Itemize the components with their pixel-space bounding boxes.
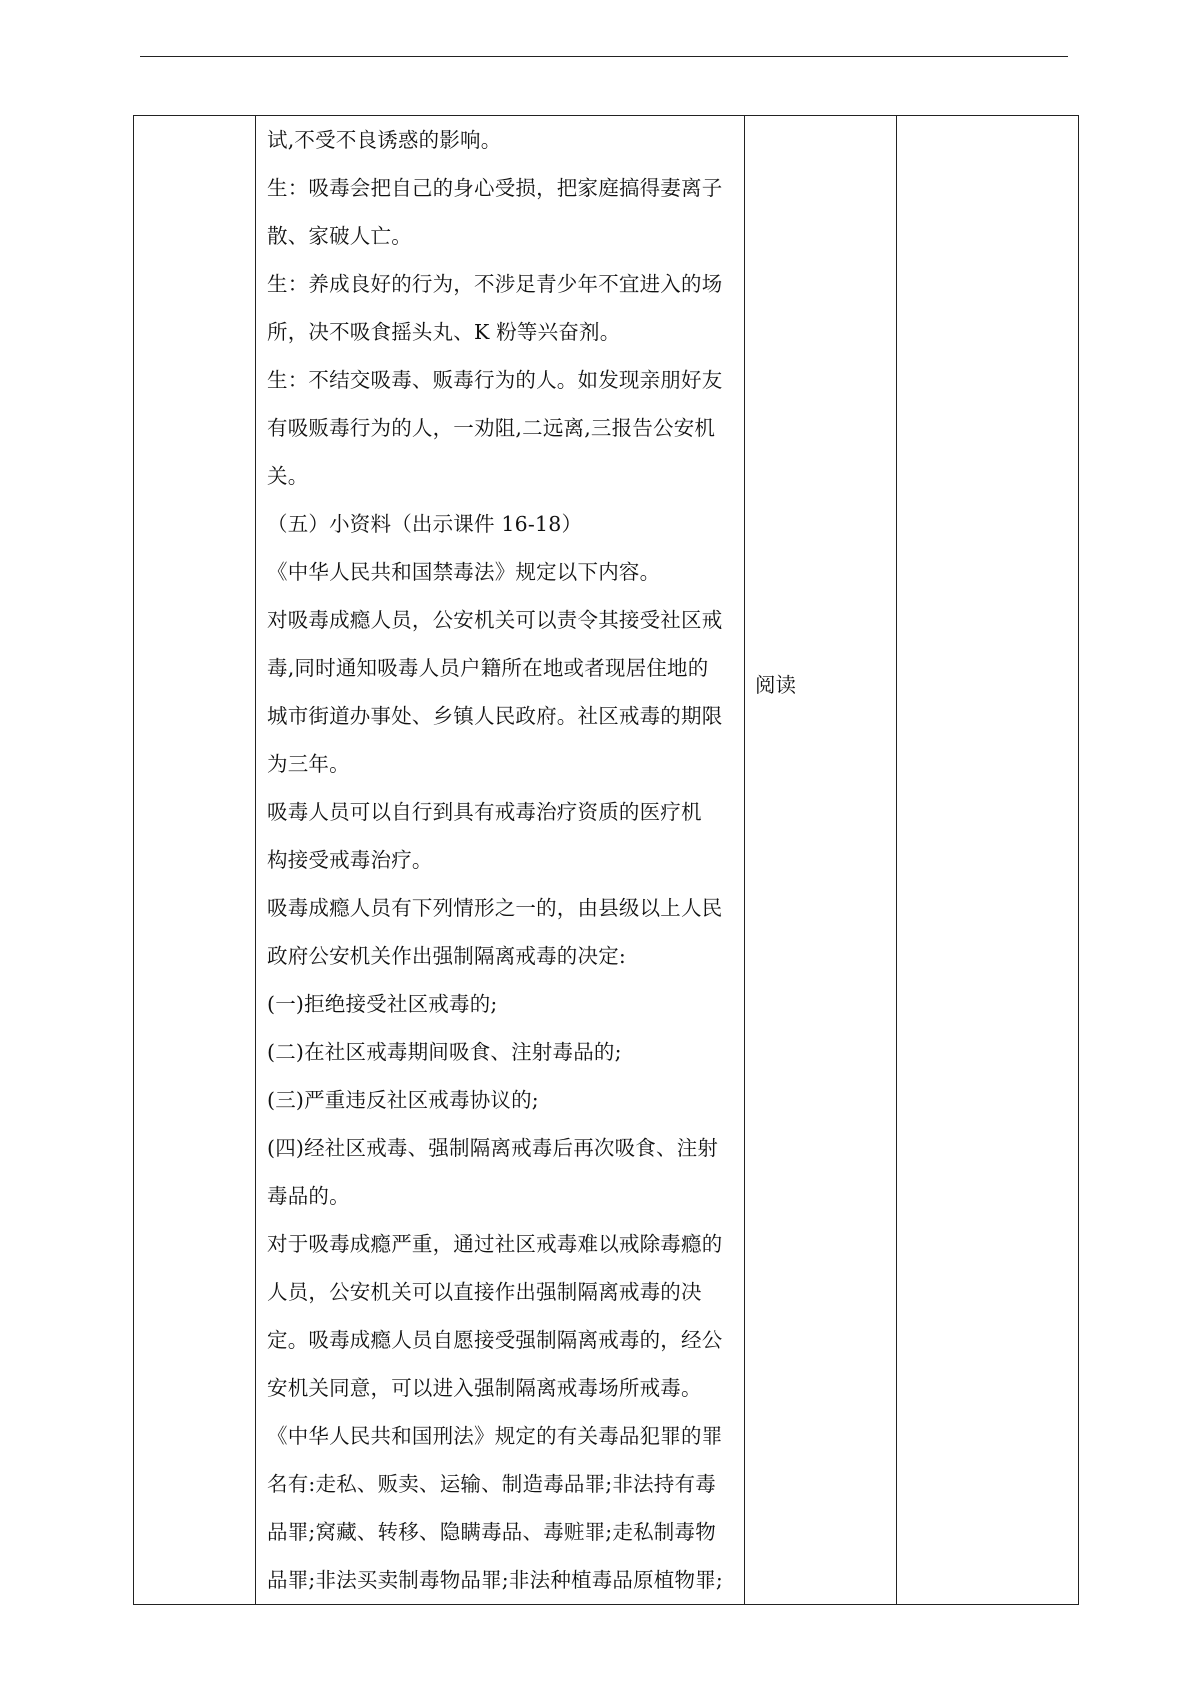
- content-line: (三)严重违反社区戒毒协议的;: [267, 1088, 539, 1112]
- teaching-content-cell: [256, 116, 745, 1605]
- content-line: 吸毒人员可以自行到具有戒毒治疗资质的医疗机: [267, 800, 702, 824]
- content-line: 人员，公安机关可以直接作出强制隔离戒毒的决: [267, 1280, 702, 1304]
- content-line: （五）小资料（出示课件 16-18）: [267, 512, 583, 536]
- header-rule: [140, 56, 1068, 57]
- content-line: 吸毒成瘾人员有下列情形之一的，由县级以上人民: [267, 896, 723, 920]
- section-cell: [134, 116, 256, 1605]
- student-activity-cell: [745, 116, 897, 1605]
- content-line: 定。吸毒成瘾人员自愿接受强制隔离戒毒的，经公: [267, 1328, 723, 1352]
- content-line: 试,不受不良诱惑的影响。: [267, 128, 502, 152]
- content-line: 对于吸毒成瘾严重，通过社区戒毒难以戒除毒瘾的: [267, 1232, 723, 1256]
- content-line: 有吸贩毒行为的人，一劝阻,二远离,三报告公安机: [267, 416, 716, 440]
- content-line: 城市街道办事处、乡镇人民政府。社区戒毒的期限: [267, 704, 723, 728]
- content-line: (二)在社区戒毒期间吸食、注射毒品的;: [267, 1040, 622, 1064]
- lesson-plan-table: [133, 115, 1079, 1605]
- content-line: 生：不结交吸毒、贩毒行为的人。如发现亲朋好友: [267, 368, 723, 392]
- content-line: 品罪;非法买卖制毒物品罪;非法种植毒品原植物罪;: [267, 1568, 724, 1592]
- content-line: 政府公安机关作出强制隔离戒毒的决定:: [267, 944, 627, 968]
- student-activity-label: 阅读: [755, 673, 796, 697]
- content-line: (四)经社区戒毒、强制隔离戒毒后再次吸食、注射: [267, 1136, 719, 1160]
- table-row: [134, 116, 1079, 1605]
- content-line: 毒品的。: [267, 1184, 350, 1208]
- content-line: 名有:走私、贩卖、运输、制造毒品罪;非法持有毒: [267, 1472, 716, 1496]
- content-line: 生：吸毒会把自己的身心受损，把家庭搞得妻离子: [267, 176, 723, 200]
- content-line: 构接受戒毒治疗。: [267, 848, 433, 872]
- content-line: 为三年。: [267, 752, 350, 776]
- content-line: 《中华人民共和国禁毒法》规定以下内容。: [267, 560, 661, 584]
- content-line: 所，决不吸食摇头丸、K 粉等兴奋剂。: [267, 320, 621, 344]
- content-line: (一)拒绝接受社区戒毒的;: [267, 992, 498, 1016]
- content-line: 生：养成良好的行为，不涉足青少年不宜进入的场: [267, 272, 723, 296]
- content-line: 安机关同意，可以进入强制隔离戒毒场所戒毒。: [267, 1376, 702, 1400]
- content-line: 散、家破人亡。: [267, 224, 412, 248]
- content-line: 品罪;窝藏、转移、隐瞒毒品、毒赃罪;走私制毒物: [267, 1520, 716, 1544]
- content-line: 毒,同时通知吸毒人员户籍所在地或者现居住地的: [267, 656, 709, 680]
- content-line: 对吸毒成瘾人员，公安机关可以责令其接受社区戒: [267, 608, 723, 632]
- content-line: 关。: [267, 464, 309, 488]
- content-line: 《中华人民共和国刑法》规定的有关毒品犯罪的罪: [267, 1424, 723, 1448]
- design-intent-cell: [897, 116, 1079, 1605]
- teaching-content-lines: [267, 116, 736, 1604]
